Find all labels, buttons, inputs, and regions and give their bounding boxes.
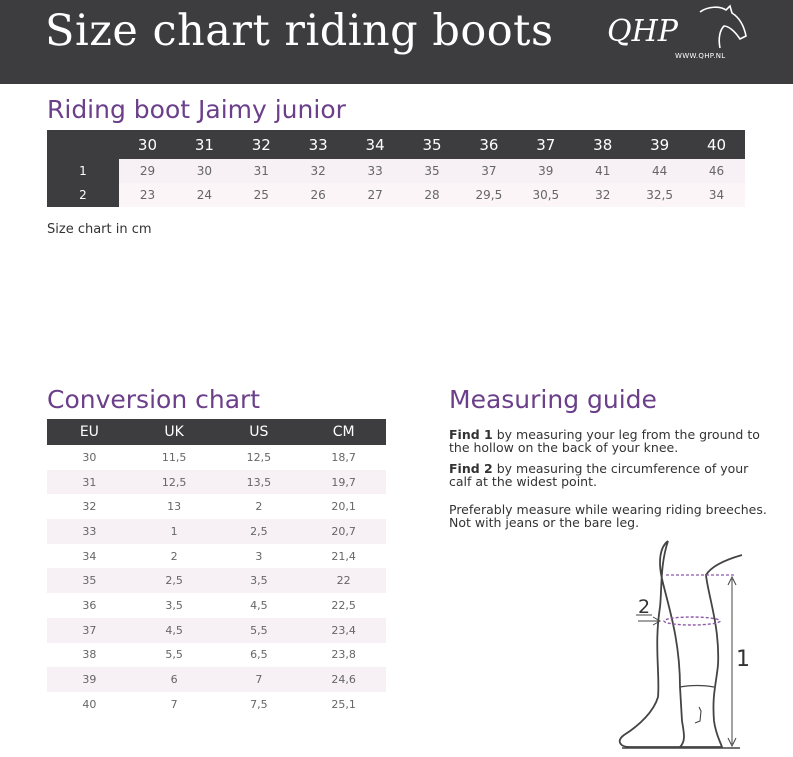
leg-measurement-illustration bbox=[600, 535, 770, 753]
table-cell: 2 bbox=[255, 500, 263, 514]
size-header-cell: 32 bbox=[233, 130, 290, 159]
table-cell: 39 bbox=[47, 667, 132, 692]
horse-head-icon bbox=[690, 4, 750, 54]
boot-top-line bbox=[680, 686, 714, 688]
table-cell: 23,8 bbox=[331, 648, 356, 662]
table-cell: 2,5 bbox=[217, 519, 302, 544]
table-cell: 27 bbox=[347, 183, 404, 207]
size-header-cell: 31 bbox=[176, 130, 233, 159]
brand-url: WWW.QHP.NL bbox=[675, 52, 726, 60]
table-row bbox=[47, 618, 386, 643]
table-row bbox=[47, 667, 386, 692]
brand-logo: QHP bbox=[607, 14, 678, 49]
table-cell: 7,5 bbox=[250, 697, 268, 711]
table-cell: 3 bbox=[255, 549, 263, 563]
size-header-cell: 33 bbox=[290, 130, 347, 159]
table-cell: 20,7 bbox=[301, 519, 386, 544]
table-cell: 26 bbox=[290, 183, 347, 207]
table-cell: 2 bbox=[170, 549, 178, 563]
table-cell: 40 bbox=[82, 697, 97, 711]
table-cell: 32,5 bbox=[631, 183, 688, 207]
measure-label-2: 2 bbox=[638, 596, 651, 618]
table-cell: 25 bbox=[233, 183, 290, 207]
table-cell: 13,5 bbox=[217, 470, 302, 495]
table-cell: 32 bbox=[574, 183, 631, 207]
column-header: US bbox=[217, 419, 302, 445]
table-cell: 18,7 bbox=[331, 450, 356, 464]
table-cell: 41 bbox=[574, 159, 631, 183]
table-cell: 44 bbox=[631, 159, 688, 183]
table-cell: 31 bbox=[47, 470, 132, 495]
table-cell: 29 bbox=[119, 159, 176, 183]
guide-tip: Preferably measure while wearing riding breeches. Not with jeans or the bare leg. bbox=[449, 502, 767, 530]
table-cell: 38 bbox=[82, 648, 97, 662]
table-cell: 25,1 bbox=[331, 697, 356, 711]
table-row bbox=[47, 445, 386, 470]
table-cell: 23 bbox=[119, 183, 176, 207]
leg-back-outline bbox=[620, 541, 684, 747]
table-cell: 6 bbox=[132, 667, 217, 692]
table-cell: 35 bbox=[404, 159, 461, 183]
table-cell: 23,4 bbox=[301, 618, 386, 643]
boot-size-table bbox=[47, 130, 745, 207]
table-cell: 20,1 bbox=[331, 500, 356, 514]
table-cell: 24,6 bbox=[301, 667, 386, 692]
table-cell: 7 bbox=[170, 697, 178, 711]
column-header: EU bbox=[47, 419, 132, 445]
table-cell: 29,5 bbox=[460, 183, 517, 207]
column-header: CM bbox=[301, 419, 386, 445]
table-cell: 12,5 bbox=[132, 470, 217, 495]
table-cell: 37 bbox=[47, 618, 132, 643]
table-cell: 5,5 bbox=[165, 648, 183, 662]
table-row bbox=[47, 568, 386, 593]
conversion-chart-title: Conversion chart bbox=[47, 385, 261, 414]
size-header-cell: 37 bbox=[517, 130, 574, 159]
table-cell: 7 bbox=[217, 667, 302, 692]
table-cell: 12,5 bbox=[246, 450, 272, 464]
size-header-cell: 34 bbox=[347, 130, 404, 159]
measuring-guide-title: Measuring guide bbox=[449, 385, 657, 414]
table-cell: 46 bbox=[688, 159, 745, 183]
table-row bbox=[47, 544, 386, 569]
size-header-cell: 35 bbox=[404, 130, 461, 159]
table-cell: 3,5 bbox=[165, 598, 183, 612]
guide-find-2 bbox=[449, 462, 769, 488]
table-cell: 31 bbox=[233, 159, 290, 183]
table-cell: 3,5 bbox=[217, 568, 302, 593]
table-cell: 6,5 bbox=[250, 648, 268, 662]
measure-label-1: 1 bbox=[736, 647, 750, 672]
conversion-table bbox=[47, 419, 386, 717]
table-row bbox=[47, 519, 386, 544]
table-row bbox=[47, 643, 386, 668]
find-2-text: by measuring the circumference of your calf at the widest point. bbox=[449, 461, 749, 489]
column-header: UK bbox=[132, 419, 217, 445]
size-header-cell: 40 bbox=[688, 130, 745, 159]
table-cell: 2,5 bbox=[132, 568, 217, 593]
table-cell: 22 bbox=[301, 568, 386, 593]
table-cell: 33 bbox=[47, 519, 132, 544]
table-cell: 30,5 bbox=[517, 183, 574, 207]
table-cell: 11,5 bbox=[161, 450, 187, 464]
table-row bbox=[47, 593, 386, 618]
size-unit-note: Size chart in cm bbox=[47, 222, 152, 237]
table-cell: 5,5 bbox=[217, 618, 302, 643]
table-cell: 1 bbox=[132, 519, 217, 544]
table-cell: 4,5 bbox=[132, 618, 217, 643]
table-cell: 13 bbox=[167, 500, 182, 514]
table-corner-cell bbox=[47, 130, 119, 159]
table-row bbox=[47, 183, 745, 207]
table-cell: 22,5 bbox=[331, 598, 356, 612]
table-cell: 36 bbox=[82, 598, 97, 612]
size-header-cell: 36 bbox=[460, 130, 517, 159]
find-1-text: by measuring your leg from the ground to the hollow on the back of your knee. bbox=[449, 427, 760, 455]
table-cell: 30 bbox=[82, 450, 97, 464]
boot-chart-title: Riding boot Jaimy junior bbox=[47, 95, 346, 124]
table-cell: 19,7 bbox=[301, 470, 386, 495]
table-cell: 21,4 bbox=[331, 549, 356, 563]
table-cell: 34 bbox=[688, 183, 745, 207]
table-cell: 24 bbox=[176, 183, 233, 207]
table-row bbox=[47, 692, 386, 717]
table-row bbox=[47, 159, 745, 183]
table-cell: 39 bbox=[517, 159, 574, 183]
table-row bbox=[47, 494, 386, 519]
row-label-cell: 1 bbox=[47, 159, 119, 183]
table-cell: 32 bbox=[82, 500, 97, 514]
zipper-mark bbox=[695, 707, 701, 723]
size-header-cell: 30 bbox=[119, 130, 176, 159]
find-1-label: Find 1 bbox=[449, 427, 493, 442]
table-cell: 35 bbox=[47, 568, 132, 593]
table-cell: 4,5 bbox=[250, 598, 268, 612]
guide-find-1 bbox=[449, 428, 769, 454]
table-row bbox=[47, 470, 386, 495]
header-banner bbox=[0, 0, 793, 84]
row-label-cell: 2 bbox=[47, 183, 119, 207]
leg-front-outline bbox=[680, 555, 742, 747]
table-cell: 28 bbox=[404, 183, 461, 207]
table-cell: 34 bbox=[82, 549, 97, 563]
table-cell: 32 bbox=[290, 159, 347, 183]
size-header-cell: 39 bbox=[631, 130, 688, 159]
table-cell: 33 bbox=[347, 159, 404, 183]
table-cell: 30 bbox=[176, 159, 233, 183]
page-title: Size chart riding boots bbox=[45, 6, 554, 56]
size-header-cell: 38 bbox=[574, 130, 631, 159]
find-2-label: Find 2 bbox=[449, 461, 493, 476]
table-cell: 37 bbox=[460, 159, 517, 183]
